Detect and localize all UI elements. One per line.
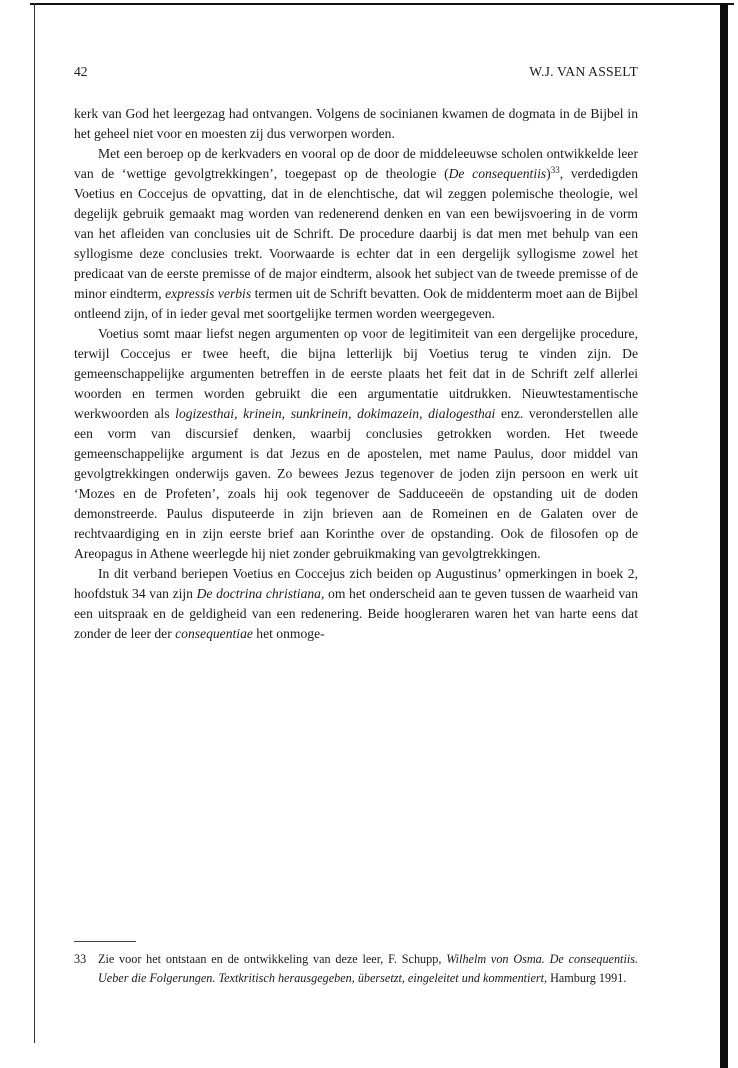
paragraph-4-italic-1: De doctrina christiana, bbox=[196, 586, 325, 601]
paragraph-3-text-1: Voetius somt maar liefst negen argumenten op voor de legitimiteit van een dergelijke procedure, terwijl Coccejus er twee heeft, die bijna letterlijk bij Voetius terug te vinden zijn. De gemeenschappelijke argumenten betreffen in de eerste plaats het feit dat in de Schrift zelf allerlei woorden en termen worden gebruikt die een argumentatie uitdrukken. Nieuwtestamentische werkwoorden als bbox=[74, 326, 638, 421]
footnote-italic-title: Wilhelm von Osma. De consequentiis. Ueber die Folgerungen. Textkritisch herausgegeben, übersetzt, eingeleitet und kommentiert, bbox=[98, 952, 639, 985]
scan-border-right bbox=[720, 3, 728, 1068]
paragraph-2 bbox=[74, 144, 638, 324]
body-text bbox=[74, 104, 638, 644]
paragraph-4-italic-2: consequentiae bbox=[175, 626, 253, 641]
paragraph-3-italic-1: logizesthai, krinein, sunkrinein, dokimazein, dialogesthai bbox=[175, 406, 496, 421]
paragraph-2-text-2: ) bbox=[546, 166, 551, 181]
paragraph-1 bbox=[74, 104, 638, 144]
paragraph-2-italic-2: expressis verbis bbox=[165, 286, 252, 301]
paragraph-4-text-1: In dit verband beriepen Voetius en Coccejus zich beiden op Augustinus’ opmerkingen in boek 2, hoofdstuk 34 van zijn bbox=[74, 566, 638, 601]
paragraph-2-text-3: , verdedigden Voetius en Coccejus de opvatting, dat in de elenchtische, dat wil zeggen polemische theologie, wel degelijk gebruik gemaakt mag worden van redenerend denken en van een bewijsvoering in de vorm van het afleiden van conclusies uit de Schrift. De procedure daarbij is dat men met behulp van een syllogisme deze conclusies trekt. Voorwaarde is echter dat in een dergelijk syllogisme zowel het predicaat van de eerste premisse of de major eindterm, alsook het subject van de tweede premisse of de minor eindterm, bbox=[74, 166, 638, 301]
paragraph-4 bbox=[74, 564, 638, 644]
paragraph-2-italic-1: De consequentiis bbox=[448, 166, 547, 181]
footnote-text bbox=[74, 950, 638, 988]
scan-border-top bbox=[30, 3, 734, 5]
footnote-reference-33[interactable]: 33 bbox=[550, 165, 560, 175]
paragraph-3 bbox=[74, 324, 638, 564]
running-title: W.J. VAN ASSELT bbox=[529, 64, 638, 79]
footnote-number: 33 bbox=[74, 952, 87, 966]
footnote-separator bbox=[74, 941, 136, 942]
footnote-text-2: Hamburg 1991. bbox=[547, 971, 627, 985]
paragraph-3-text-2: enz. veronderstellen alle een vorm van discursief denken, waarbij conclusies getrokken worden. Het tweede gemeenschappelijke argument is dat Jezus en de apostelen, met name Paulus, door middel van gevolgtrekkingen onderwijs gaven. Zo bewees Jezus tegenover de joden zijn persoon en werk uit ‘Mozes en de Profeten’, zoals hij ook tegenover de Sadduceeën de opstanding uit de doden demonstreerde. Paulus disputeerde in zijn brieven aan de Romeinen en de Galaten over de rechtvaardiging en in zijn eerste brief aan Korinthe over de opstanding. Ook de filosofen op de Areopagus in Athene weerlegde hij niet zonder gebruikmaking van gevolgtrekkingen. bbox=[74, 406, 639, 561]
paragraph-4-text-2: om het onderscheid aan te geven tussen de waarheid van een uitspraak en de geldigheid van een redenering. Beide hoogleraren waren het van harte eens dat zonder de leer der bbox=[74, 586, 638, 641]
page-number: 42 bbox=[74, 64, 88, 79]
paragraph-2-text-4: termen uit de Schrift bevatten. Ook de middenterm moet aan de Bijbel ontleend zijn, of in ieder geval met soortgelijke termen worden weergegeven. bbox=[74, 286, 638, 321]
paragraph-2-text-1: Met een beroep op de kerkvaders en vooral op de door de middeleeuwse scholen ontwikkelde leer van de ‘wettige gevolgtrekkingen’, toegepast op de theologie ( bbox=[74, 146, 638, 181]
page-content bbox=[74, 62, 638, 644]
scan-border-left bbox=[34, 3, 35, 1043]
paragraph-1-text: kerk van God het leergezag had ontvangen. Volgens de socinianen kwamen de dogmata in de Bijbel in het geheel niet voor en moesten zij dus verworpen worden. bbox=[74, 106, 638, 141]
footnote-text-1: Zie voor het ontstaan en de ontwikkeling van deze leer, F. Schupp, bbox=[98, 952, 447, 966]
running-head bbox=[74, 62, 638, 84]
paragraph-4-text-3: het onmoge- bbox=[252, 626, 325, 641]
footnote-33 bbox=[74, 950, 638, 988]
